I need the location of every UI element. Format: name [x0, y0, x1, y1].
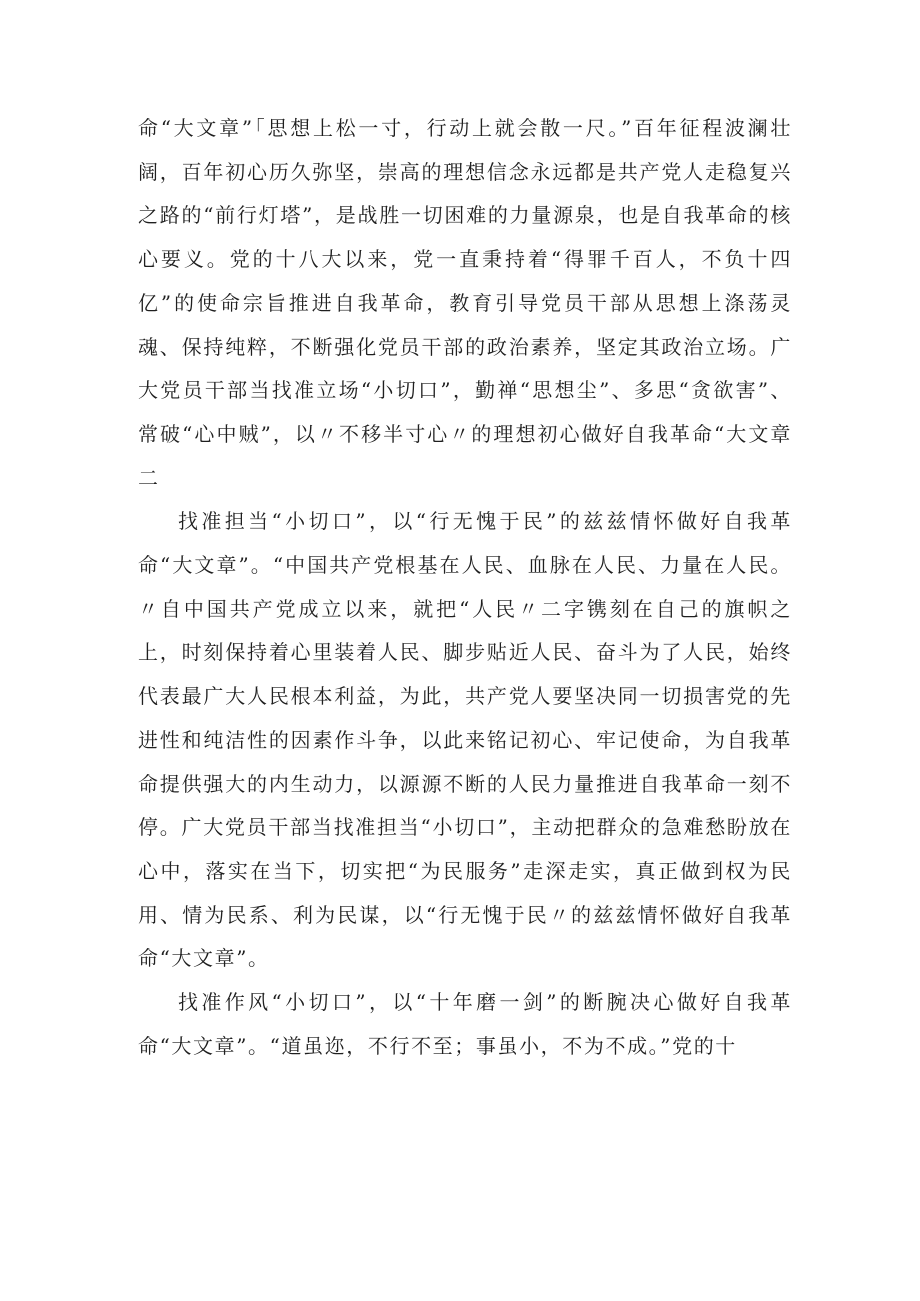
paragraph-3: 找准作风“小切口”，以“十年磨一剑”的断腕决心做好自我革命“大文章”。“道虽迩，不行不至；事虽小，不为不成。”党的十 — [138, 990, 792, 1058]
document-body — [138, 107, 792, 1068]
paragraph-2: 找准担当“小切口”，以“行无愧于民”的兹兹情怀做好自我革命“大文章”。“中国共产党根基在人民、血脉在人民、力量在人民。〃自中国共产党成立以来，就把“人民〃二字镌刻在自己的旗帜之上，时刻保持着心里装着人民、脚步贴近人民、奋斗为了人民，始终代表最广大人民根本利益，为此，共产党人要坚决同一切损害党的先进性和纯洁性的因素作斗争，以此来铭记初心、牢记使命，为自我革命提供强大的内生动力，以源源不断的人民力量推进自我革命一刻不停。广大党员干部当找准担当“小切口”，主动把群众的急难愁盼放在心中，落实在当下，切实把“为民服务”走深走实，真正做到权为民用、情为民系、利为民谋，以“行无愧于民〃的兹兹情怀做好自我革命“大文章”。 — [138, 509, 792, 971]
paragraph-1: 命“大文章”「思想上松一寸，行动上就会散一尺。”百年征程波澜壮阔，百年初心历久弥坚，崇高的理想信念永远都是共产党人走稳复兴之路的“前行灯塔”，是战胜一切困难的力量源泉，也是自我革命的核心要义。党的十八大以来，党一直秉持着“得罪千百人，不负十四亿”的使命宗旨推进自我革命，教育引导党员干部从思想上涤荡灵魂、保持纯粹，不断强化党员干部的政治素养，坚定其政治立场。广大党员干部当找准立场“小切口”，勤禅“思想尘”、多思“贪欲害”、常破“心中贼”，以〃不移半寸心〃的理想初心做好自我革命“大文章二 — [138, 116, 792, 490]
